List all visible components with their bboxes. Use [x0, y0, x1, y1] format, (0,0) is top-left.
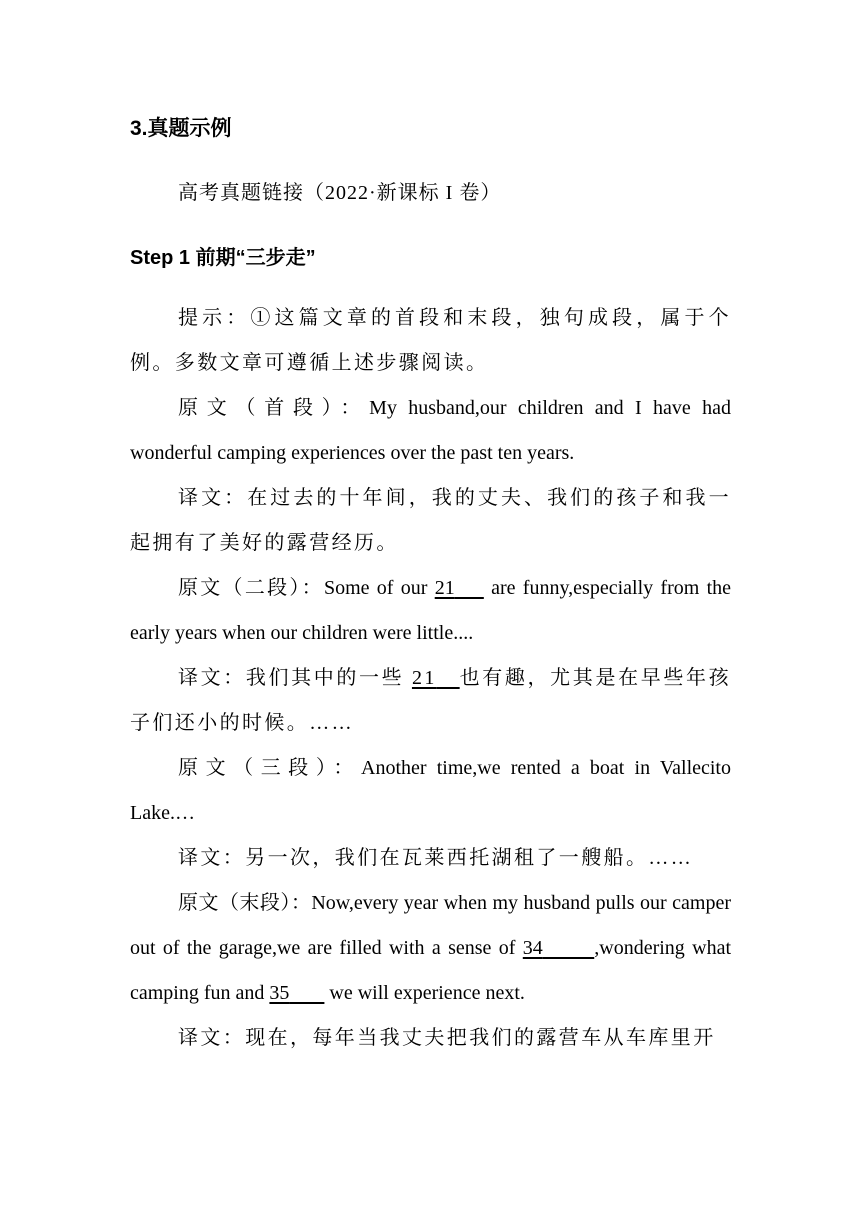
blank-21-translation: 21 — [411, 667, 437, 689]
original-label: 原文（三段）： — [178, 757, 361, 779]
original-label: 原文（二段）： — [178, 577, 324, 599]
first-paragraph-translation: 译文：在过去的十年间，我的丈夫、我们的孩子和我一起拥有了美好的露营经历。 — [130, 487, 731, 554]
blank-21: 21 — [434, 577, 455, 599]
third-paragraph-translation: 译文：另一次，我们在瓦莱西托湖租了一艘船。…… — [178, 847, 694, 869]
translation-after: 也有趣，尤其是在早些年孩子们还小的时候。…… — [130, 667, 731, 734]
second-paragraph-original — [130, 566, 731, 656]
hint-paragraph: 提示：①这篇文章的首段和末段，独句成段，属于个例。多数文章可遵循上述步骤阅读。 — [130, 307, 731, 374]
last-paragraph-translation: 译文：现在，每年当我丈夫把我们的露营车从车库里开 — [178, 1027, 716, 1049]
original-text: Another time,we rented a boat in Vallecito Lake.… — [130, 757, 731, 824]
blank-34: 34 — [522, 937, 543, 959]
original-text-after: are funny,especially from the early years when our children were little.... — [130, 577, 731, 644]
third-paragraph-original — [130, 746, 731, 836]
last-paragraph-original — [130, 881, 731, 1016]
original-label: 原文（首段）： — [178, 397, 370, 419]
original-text-before: Now,every year when my husband pulls our camper out of the garage,we are filled with a sense of — [130, 892, 732, 959]
original-text-before: Some of our — [323, 577, 435, 599]
original-text-after: we will experience next. — [324, 982, 525, 1004]
original-text: My husband,our children and I have had wonderful camping experiences over the past ten years. — [130, 397, 731, 464]
original-label: 原文（末段）： — [178, 892, 312, 914]
translation-before: 译文：我们其中的一些 — [178, 667, 412, 689]
second-paragraph-translation — [130, 656, 731, 746]
blank-35: 35 — [269, 982, 290, 1004]
step-title: Step 1 前期“三步走” — [130, 247, 316, 269]
first-paragraph-original — [130, 386, 731, 476]
section-heading: 3.真题示例 — [130, 117, 232, 140]
exam-link-subheading: 高考真题链接（2022·新课标 I 卷） — [178, 182, 502, 204]
original-text-middle: ,wondering what camping fun and — [130, 937, 732, 1004]
